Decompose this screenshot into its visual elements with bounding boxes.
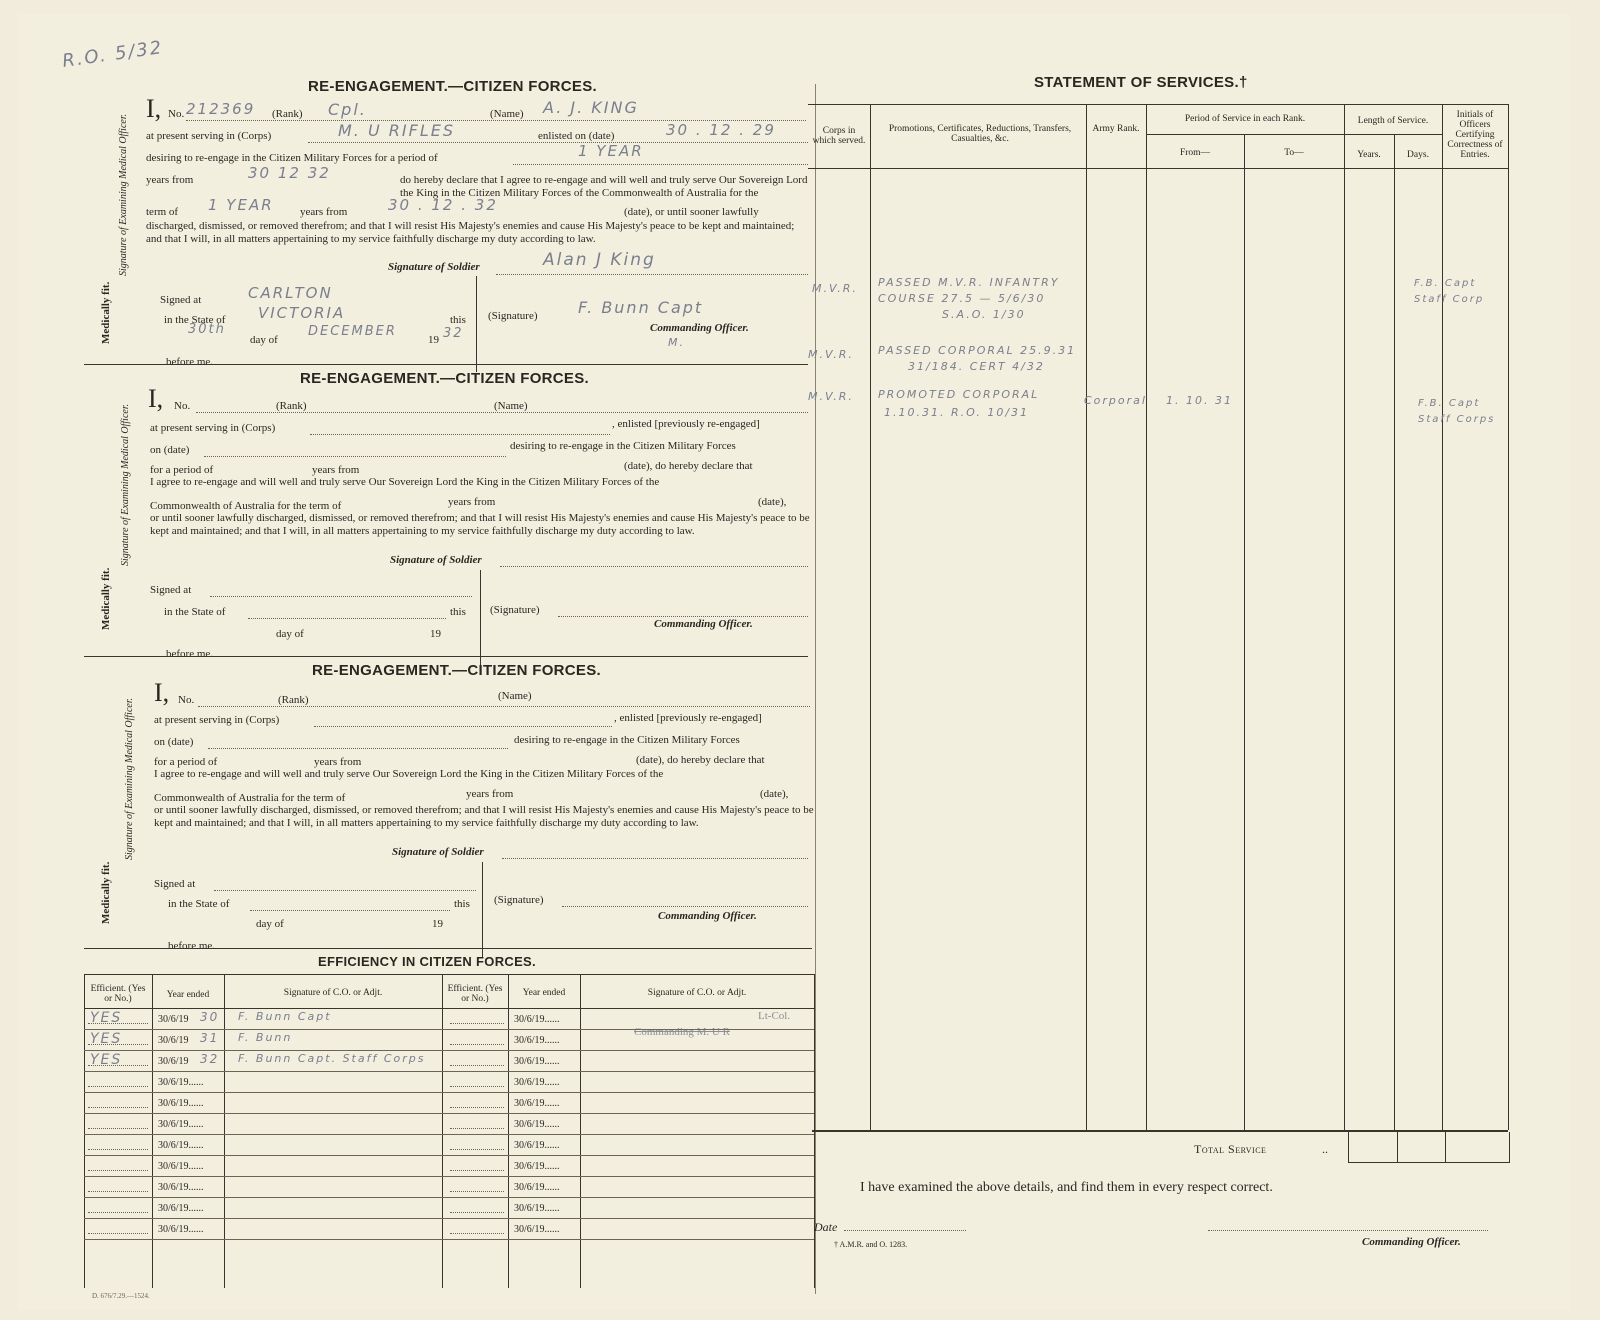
form1-label-years-from-2: years from	[300, 206, 348, 218]
form3-label-signature-soldier: Signature of Soldier	[392, 846, 484, 858]
form1-label-this: this	[450, 314, 466, 326]
form1-label-desiring: desiring to re-engage in the Citizen Military Forces for a period of	[146, 152, 438, 164]
form1-label-term-of: term of	[146, 206, 179, 218]
st-entry1-text1: PASSED M.V.R. INFANTRY	[878, 276, 1060, 289]
form1-label-serving: at present serving in (Corps)	[146, 130, 272, 142]
form2-label-before-me: before me.	[166, 648, 214, 660]
efficiency-row-year-right: 30/6/19......	[514, 1035, 560, 1046]
efficiency-row-year-left: 30/6/19......	[158, 1098, 204, 1109]
st-entry1-text3: S.A.O. 1/30	[942, 308, 1026, 321]
efficiency-row-year-right: 30/6/19......	[514, 1119, 560, 1130]
efficiency-row-year-left: 30/6/19	[158, 1056, 189, 1067]
efficiency-row-line	[84, 1155, 814, 1156]
st-col-period: Period of Service in each Rank.	[1184, 114, 1306, 124]
form3-label-signature: (Signature)	[494, 894, 544, 906]
form2-label-name: (Name)	[494, 400, 528, 412]
form2-label-serving: at present serving in (Corps)	[150, 422, 276, 434]
efficiency-row-year-right: 30/6/19......	[514, 1224, 560, 1235]
st-col-from: From—	[1179, 148, 1211, 158]
form1-title: RE-ENGAGEMENT.—CITIZEN FORCES.	[308, 78, 598, 95]
form1-no: 212369	[186, 100, 256, 118]
form2-discharged: or until sooner lawfully discharged, dismissed, or removed therefrom; and that I will resist His Majesty's enemies and cause His Majesty's peace to be kept and maintained; and that I will, in all matters appertaining to my service faithfully discharge my duty according to law.	[150, 512, 810, 537]
form1-day: 30th	[188, 322, 226, 337]
form2-label-state: in the State of	[164, 606, 226, 618]
form2-label-date-declare: (date), do hereby declare that	[624, 460, 753, 472]
efficiency-row-year-right: 30/6/19......	[514, 1203, 560, 1214]
form1-period: 1 YEAR	[578, 142, 644, 160]
st-col-years: Years.	[1357, 150, 1381, 160]
efficiency-row-line	[84, 1092, 814, 1093]
form1-rank: Cpl.	[328, 100, 367, 119]
form1-label-signature: (Signature)	[488, 310, 538, 322]
service-record-form	[18, 14, 1570, 1310]
efficiency-row-line	[84, 1050, 814, 1051]
efficiency-row-line	[84, 1029, 814, 1030]
eff-col-efficient-left: Efficient. (Yes or No.)	[90, 984, 146, 1004]
eff-col-year-left: Year ended	[166, 990, 210, 1000]
efficiency-row-year-right: 30/6/19......	[514, 1161, 560, 1172]
efficiency-row-signature: F. Bunn	[238, 1031, 293, 1044]
form1-term-years-from: 30 . 12 . 32	[388, 196, 498, 214]
form1-name: A. J. KING	[543, 98, 639, 117]
st-entry3-rank: Corporal	[1084, 394, 1147, 407]
form3-label-day-of: day of	[256, 918, 284, 930]
form2-label-years-from-2: years from	[448, 496, 496, 508]
form3-label-signed-at: Signed at	[154, 878, 196, 890]
form2-margin-medically-fit: Medically fit.	[100, 567, 112, 630]
form1-label-enlisted: enlisted on (date)	[538, 130, 615, 142]
total-service-box	[1348, 1132, 1510, 1163]
form3-agree: I agree to re-engage and will well and truly serve Our Sovereign Lord the King in the Citizen Military Forces of the	[154, 768, 664, 780]
form1-enlisted-on: 30 . 12 . 29	[666, 121, 776, 139]
form1-term-of: 1 YEAR	[208, 196, 274, 214]
form2-label-this: this	[450, 606, 466, 618]
form3-title: RE-ENGAGEMENT.—CITIZEN FORCES.	[312, 662, 602, 679]
efficiency-row-year-right: 30/6/19......	[514, 1077, 560, 1088]
form3-label-before-me: before me.	[168, 940, 216, 952]
form1-month: DECEMBER	[308, 324, 397, 339]
date-label: Date	[814, 1220, 838, 1234]
st-col-promotions: Promotions, Certificates, Reductions, Transfers, Casualties, &c.	[888, 124, 1072, 144]
form3-label-name: (Name)	[498, 690, 532, 702]
form1-state: VICTORIA	[258, 304, 346, 322]
form2-label-commonwealth: Commonwealth of Australia for the term of	[150, 500, 342, 512]
form1-label-date-until: (date), or until sooner lawfully	[624, 206, 759, 218]
form1-declare: do hereby declare that I agree to re-engage and will well and truly serve Our Sovereign Lord the King in the Citizen Military Forces of the Commonwealth of Australia for the	[400, 174, 808, 199]
form3-label-co: Commanding Officer.	[658, 910, 757, 922]
total-service-label: Total Service	[1194, 1142, 1267, 1156]
form3-label-desiring: desiring to re-engage in the Citizen Military Forces	[514, 734, 740, 746]
efficiency-row-year-left: 30/6/19......	[158, 1182, 204, 1193]
st-entry1-initials: F.B. Capt Staff Corp	[1414, 278, 1485, 305]
efficiency-row-signature: F. Bunn Capt	[238, 1010, 332, 1023]
amr-reference: † A.M.R. and O. 1283.	[834, 1240, 908, 1249]
form3-label-for-period: for a period of	[154, 756, 218, 768]
st-col-corps: Corps in which served.	[812, 126, 866, 146]
form2-label-desiring: desiring to re-engage in the Citizen Military Forces	[510, 440, 736, 452]
form2-label-no: No.	[174, 400, 191, 412]
statement-title: STATEMENT OF SERVICES.†	[1034, 74, 1248, 91]
form3-margin-medically-fit: Medically fit.	[100, 861, 112, 924]
st-col-initials: Initials of Officers Certifying Correctness of Entries.	[1447, 110, 1503, 160]
form2-label-rank: (Rank)	[276, 400, 307, 412]
form3-label-on-date: on (date)	[154, 736, 194, 748]
efficiency-row-line	[84, 1218, 814, 1219]
form1-margin-signature: Signature of Examining Medical Officer.	[118, 113, 129, 276]
form2-label-years-from: years from	[312, 464, 360, 476]
form1-label-years-from: years from	[146, 174, 194, 186]
form2-title: RE-ENGAGEMENT.—CITIZEN FORCES.	[300, 370, 590, 387]
st-entry1-text2: COURSE 27.5 — 5/6/30	[878, 292, 1046, 305]
form3-margin-signature: Signature of Examining Medical Officer.	[124, 697, 135, 860]
form1-years-from: 30 12 32	[248, 164, 331, 182]
st-entry3-text2: 1.10.31. R.O. 10/31	[884, 406, 1030, 419]
st-col-army-rank: Army Rank.	[1092, 124, 1140, 134]
efficiency-row-line	[84, 1239, 814, 1240]
form3-label-19: 19	[432, 918, 443, 930]
examined-statement: I have examined the above details, and find them in every respect correct.	[860, 1180, 1273, 1195]
form2-label-day-of: day of	[276, 628, 304, 640]
form2-label-signed-at: Signed at	[150, 584, 192, 596]
form1-signed-at: CARLTON	[248, 284, 333, 302]
eff-col-year-right: Year ended	[522, 988, 566, 998]
form2-margin-signature: Signature of Examining Medical Officer.	[120, 403, 131, 566]
form3-label-no: No.	[178, 694, 195, 706]
efficiency-row-efficient: YES	[90, 1052, 123, 1068]
st-col-length: Length of Service.	[1357, 116, 1429, 126]
form1-year: 32	[443, 326, 464, 341]
efficiency-row-year-value: 32	[200, 1052, 220, 1066]
form2-label-on-date: on (date)	[150, 444, 190, 456]
efficiency-row-year-value: 31	[200, 1031, 220, 1045]
form3-label-years-from-2: years from	[466, 788, 514, 800]
efficiency-row-year-left: 30/6/19......	[158, 1140, 204, 1151]
st-entry1-corps: M.V.R.	[812, 282, 858, 295]
eff-stamp-ltcol: Lt-Col.	[758, 1010, 791, 1022]
form1-discharged: discharged, dismissed, or removed therefrom; and that I will resist His Majesty's enemies and cause His Majesty's peace to be kept and maintained; and that I will, in all matters appertaining to my service faithfully discharge my duty according to law.	[146, 220, 795, 245]
form2-label-19: 19	[430, 628, 441, 640]
total-service-dots: ..	[1322, 1142, 1328, 1156]
form1-label-rank: (Rank)	[272, 108, 303, 120]
eff-col-signature-left: Signature of C.O. or Adjt.	[283, 988, 383, 998]
form2-label-date: (date),	[758, 496, 787, 508]
form1-label-19: 19	[428, 334, 439, 346]
form3-label-commonwealth: Commonwealth of Australia for the term of	[154, 792, 346, 804]
st-entry2-text1: PASSED CORPORAL 25.9.31	[878, 344, 1077, 357]
efficiency-row-line	[84, 1071, 814, 1072]
form3-label-serving: at present serving in (Corps)	[154, 714, 280, 726]
st-col-to: To—	[1284, 148, 1304, 158]
eff-col-signature-right: Signature of C.O. or Adjt.	[647, 988, 747, 998]
st-entry3-corps: M.V.R.	[808, 390, 854, 403]
form3-label-this: this	[454, 898, 470, 910]
st-entry3-text1: PROMOTED CORPORAL	[878, 388, 1040, 401]
efficiency-row-year-right: 30/6/19......	[514, 1140, 560, 1151]
center-fold	[815, 84, 816, 1294]
form1-label-signed-at: Signed at	[160, 294, 202, 306]
eff-stamp-commanding: Commanding M. U R	[634, 1026, 730, 1038]
form1-label-state: in the State of	[164, 314, 226, 326]
efficiency-row-year-value: 30	[200, 1010, 220, 1024]
efficiency-row-signature: F. Bunn Capt. Staff Corps	[238, 1052, 426, 1065]
st-col-days: Days.	[1407, 150, 1429, 160]
form2-label-signature: (Signature)	[490, 604, 540, 616]
eff-col-efficient-right: Efficient. (Yes or No.)	[447, 984, 503, 1004]
form3-label-years-from: years from	[314, 756, 362, 768]
form3-label-state: in the State of	[168, 898, 230, 910]
st-entry3-initials: F.B. Capt Staff Corps	[1418, 398, 1496, 425]
efficiency-row-year-right: 30/6/19......	[514, 1182, 560, 1193]
efficiency-row-year-left: 30/6/19......	[158, 1224, 204, 1235]
efficiency-row-year-left: 30/6/19......	[158, 1077, 204, 1088]
efficiency-row-year-left: 30/6/19	[158, 1014, 189, 1025]
efficiency-row-year-left: 30/6/19......	[158, 1161, 204, 1172]
form1-co-signature: F. Bunn Capt	[578, 298, 704, 317]
form2-label-signature-soldier: Signature of Soldier	[390, 554, 482, 566]
efficiency-row-efficient: YES	[90, 1010, 123, 1026]
form3-label-rank: (Rank)	[278, 694, 309, 706]
form1-label-no: No.	[168, 108, 185, 120]
form1-co-initials: M.	[668, 336, 685, 349]
form2-i: I,	[148, 384, 164, 413]
corner-reference: R.O. 5/32	[61, 37, 165, 72]
form3-label-date-declare: (date), do hereby declare that	[636, 754, 765, 766]
form1-label-before-me: before me.	[166, 356, 214, 368]
efficiency-row-line	[84, 1113, 814, 1114]
form2-label-co: Commanding Officer.	[654, 618, 753, 630]
form1-corps: M. U RIFLES	[338, 121, 455, 140]
efficiency-row-year-right: 30/6/19......	[514, 1098, 560, 1109]
form1-label-signature-soldier: Signature of Soldier	[388, 261, 480, 273]
form3-label-enlisted: , enlisted [previously re-engaged]	[614, 712, 762, 724]
efficiency-title: EFFICIENCY IN CITIZEN FORCES.	[318, 954, 536, 969]
st-entry2-corps: M.V.R.	[808, 348, 854, 361]
efficiency-row-year-left: 30/6/19	[158, 1035, 189, 1046]
st-entry2-text2: 31/184. CERT 4/32	[908, 360, 1045, 373]
efficiency-row-efficient: YES	[90, 1031, 123, 1047]
efficiency-row-line	[84, 1176, 814, 1177]
efficiency-row-line	[84, 1197, 814, 1198]
footer-code: D. 676/7.29.—1524.	[92, 1292, 150, 1300]
form2-agree: I agree to re-engage and will well and truly serve Our Sovereign Lord the King in the Citizen Military Forces of the	[150, 476, 660, 488]
efficiency-row-year-left: 30/6/19......	[158, 1119, 204, 1130]
efficiency-row-year-left: 30/6/19......	[158, 1203, 204, 1214]
efficiency-row-year-right: 30/6/19......	[514, 1056, 560, 1067]
form1-i: I,	[146, 94, 162, 123]
form1-label-name: (Name)	[490, 108, 524, 120]
form3-i: I,	[154, 678, 170, 707]
form1-margin-medically-fit: Medically fit.	[100, 281, 112, 344]
st-entry3-from: 1. 10. 31	[1166, 394, 1233, 407]
form1-signature-soldier: Alan J King	[543, 250, 656, 270]
efficiency-row-line	[84, 1134, 814, 1135]
statement-commanding-officer: Commanding Officer.	[1362, 1236, 1461, 1248]
form2-label-for-period: for a period of	[150, 464, 214, 476]
efficiency-row-year-right: 30/6/19......	[514, 1014, 560, 1025]
form1-label-day-of: day of	[250, 334, 278, 346]
form2-label-enlisted: , enlisted [previously re-engaged]	[612, 418, 760, 430]
form1-label-co: Commanding Officer.	[650, 322, 749, 334]
form3-discharged: or until sooner lawfully discharged, dismissed, or removed therefrom; and that I will resist His Majesty's enemies and cause His Majesty's peace to be kept and maintained; and that I will, in all matters appertaining to my service faithfully discharge my duty according to law.	[154, 804, 814, 829]
form3-label-date: (date),	[760, 788, 789, 800]
